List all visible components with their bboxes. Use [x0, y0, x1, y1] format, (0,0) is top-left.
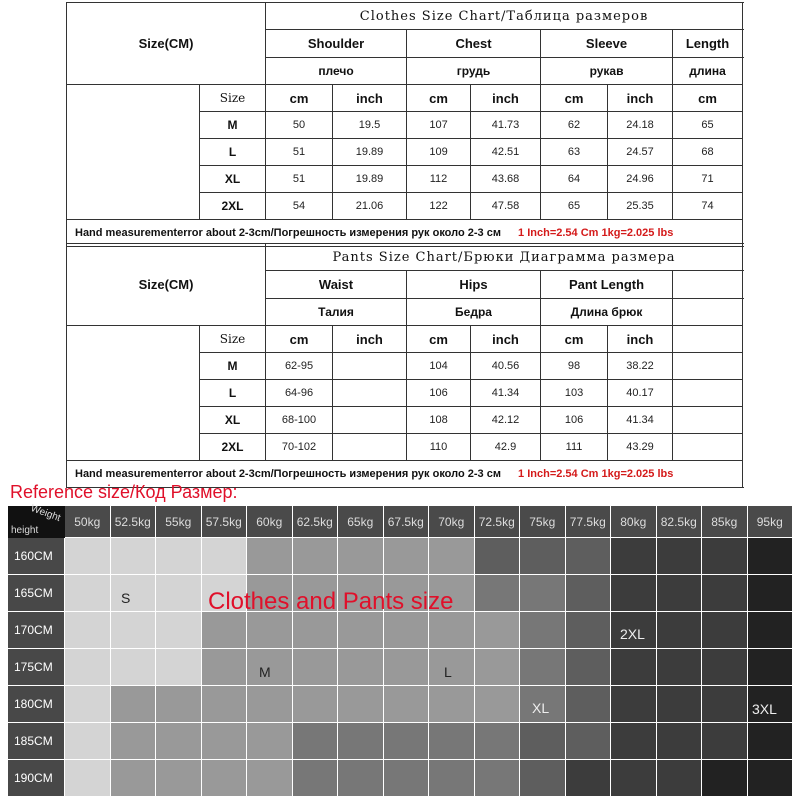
clothes-pants-size-overlay: Clothes and Pants size — [208, 588, 454, 615]
reference-grid-cell — [566, 686, 611, 722]
reference-grid-cell — [475, 686, 520, 722]
pants-chart-title: Pants Size Chart/Брюки Диаграмма размера — [266, 244, 743, 271]
value-cell: 98 — [541, 353, 608, 380]
reference-grid-cell — [566, 760, 611, 796]
col-sleeve-ru: рукав — [541, 58, 673, 85]
reference-grid-cell — [247, 760, 292, 796]
reference-grid-cell — [384, 649, 429, 685]
size-cell: 2XL — [200, 193, 266, 220]
reference-grid-cell — [748, 612, 793, 648]
col-pant-length-ru: Длина брюк — [541, 299, 673, 326]
value-cell: 25.35 — [608, 193, 673, 220]
unit-inch: inch — [608, 326, 673, 353]
reference-grid-cell — [702, 760, 747, 796]
value-cell: 24.57 — [608, 139, 673, 166]
value-cell: 68-100 — [266, 407, 333, 434]
unit-inch: inch — [608, 85, 673, 112]
value-cell: 62-95 — [266, 353, 333, 380]
unit-cm: cm — [541, 85, 608, 112]
reference-grid-cell — [429, 538, 474, 574]
size-cell: XL — [200, 407, 266, 434]
reference-grid-cell — [111, 723, 156, 759]
measure-note: Hand measurementerror about 2-3cm/Погрешность измерения рук около 2-3 см — [75, 468, 501, 480]
size-label-m: M — [259, 664, 271, 680]
reference-grid-cell — [338, 538, 383, 574]
unit-inch: inch — [471, 85, 541, 112]
reference-grid-cell — [293, 686, 338, 722]
size-cell: XL — [200, 166, 266, 193]
reference-grid-cell — [475, 760, 520, 796]
reference-grid-cell — [65, 760, 110, 796]
value-cell: 63 — [541, 139, 608, 166]
reference-size-grid — [8, 503, 793, 798]
reference-grid-cell — [65, 538, 110, 574]
weight-header: 85kg — [702, 506, 747, 537]
value-cell: 24.18 — [608, 112, 673, 139]
value-cell: 41.73 — [471, 112, 541, 139]
empty-cell — [673, 326, 743, 353]
reference-grid-cell — [293, 538, 338, 574]
reference-grid-cell — [429, 686, 474, 722]
value-cell: 122 — [407, 193, 471, 220]
col-sleeve: Sleeve — [541, 30, 673, 58]
col-shoulder-ru: плечо — [266, 58, 407, 85]
reference-grid-cell — [156, 723, 201, 759]
empty-header-cell — [673, 299, 743, 326]
value-cell: 111 — [541, 434, 608, 461]
reference-grid-cell — [657, 612, 702, 648]
reference-grid-cell — [566, 612, 611, 648]
col-length: Length — [673, 30, 743, 58]
value-cell — [333, 353, 407, 380]
reference-grid-cell — [202, 538, 247, 574]
unit-inch: inch — [471, 326, 541, 353]
value-cell: 104 — [407, 353, 471, 380]
weight-header: 95kg — [748, 506, 793, 537]
conversion-note: 1 Inch=2.54 Cm 1kg=2.025 lbs — [518, 468, 674, 480]
value-cell: 109 — [407, 139, 471, 166]
reference-grid-cell — [611, 538, 656, 574]
measure-note: Hand measurementerror about 2-3cm/Погрешность измерения рук около 2-3 см — [75, 227, 501, 239]
reference-grid-cell — [657, 649, 702, 685]
reference-grid-cell — [111, 575, 156, 611]
weight-header: 82.5kg — [657, 506, 702, 537]
reference-grid-cell — [657, 575, 702, 611]
unit-inch: inch — [333, 85, 407, 112]
weight-header: 60kg — [247, 506, 292, 537]
reference-grid-cell — [65, 686, 110, 722]
reference-grid-cell — [338, 686, 383, 722]
value-cell: 50 — [266, 112, 333, 139]
reference-grid-cell — [429, 723, 474, 759]
value-cell: 24.96 — [608, 166, 673, 193]
value-cell: 62 — [541, 112, 608, 139]
reference-grid-cell — [293, 760, 338, 796]
height-header: 175CM — [8, 649, 64, 685]
reference-grid-cell — [475, 723, 520, 759]
reference-grid-cell — [247, 538, 292, 574]
height-header: 170CM — [8, 612, 64, 648]
value-cell: 65 — [541, 193, 608, 220]
unit-cm: cm — [673, 85, 743, 112]
reference-grid-cell — [384, 760, 429, 796]
unit-cm: cm — [266, 85, 333, 112]
reference-grid-cell — [111, 538, 156, 574]
reference-grid-cell — [202, 760, 247, 796]
reference-grid-cell — [156, 575, 201, 611]
value-cell: 106 — [407, 380, 471, 407]
reference-grid-cell — [520, 575, 565, 611]
reference-grid-cell — [611, 760, 656, 796]
value-cell: 65 — [673, 112, 743, 139]
empty-header-cell — [673, 271, 743, 299]
reference-grid-cell — [611, 686, 656, 722]
reference-grid-cell — [566, 575, 611, 611]
unit-cm: cm — [407, 85, 471, 112]
value-cell: 110 — [407, 434, 471, 461]
reference-grid-cell — [702, 538, 747, 574]
reference-grid-cell — [111, 760, 156, 796]
size-cell: L — [200, 380, 266, 407]
unit-cm: cm — [266, 326, 333, 353]
clothes-chart-title: Clothes Size Chart/Таблица размеров — [266, 3, 743, 30]
value-cell: 107 — [407, 112, 471, 139]
height-header: 160CM — [8, 538, 64, 574]
reference-grid-cell — [611, 649, 656, 685]
weight-header: 50kg — [65, 506, 110, 537]
value-cell — [333, 434, 407, 461]
value-cell: 42.12 — [471, 407, 541, 434]
weight-header: 57.5kg — [202, 506, 247, 537]
reference-grid-cell — [748, 575, 793, 611]
col-chest-ru: грудь — [407, 58, 541, 85]
weight-height-corner — [8, 503, 65, 538]
value-cell: 64 — [541, 166, 608, 193]
size-cell: L — [200, 139, 266, 166]
value-cell: 47.58 — [471, 193, 541, 220]
unit-cm: cm — [541, 326, 608, 353]
reference-grid-cell — [156, 760, 201, 796]
col-chest: Chest — [407, 30, 541, 58]
value-cell: 74 — [673, 193, 743, 220]
height-header: 180CM — [8, 686, 64, 722]
reference-grid-cell — [293, 612, 338, 648]
reference-grid-cell — [475, 649, 520, 685]
reference-grid-cell — [293, 649, 338, 685]
reference-grid-cell — [520, 760, 565, 796]
reference-grid-cell — [247, 723, 292, 759]
reference-grid-cell — [156, 686, 201, 722]
value-cell: 51 — [266, 166, 333, 193]
size-header: Size — [200, 85, 266, 112]
reference-grid-cell — [384, 538, 429, 574]
reference-grid-cell — [156, 649, 201, 685]
corner-height-label: height — [11, 525, 39, 536]
empty-cell — [673, 380, 743, 407]
reference-grid-cell — [702, 723, 747, 759]
value-cell: 41.34 — [608, 407, 673, 434]
value-cell: 112 — [407, 166, 471, 193]
reference-grid-cell — [566, 723, 611, 759]
value-cell: 42.51 — [471, 139, 541, 166]
col-hips-ru: Бедра — [407, 299, 541, 326]
empty-cell — [673, 407, 743, 434]
value-cell: 21.06 — [333, 193, 407, 220]
size-header: Size — [200, 326, 266, 353]
reference-grid-cell — [338, 612, 383, 648]
weight-header: 75kg — [520, 506, 565, 537]
value-cell: 54 — [266, 193, 333, 220]
size-cell: 2XL — [200, 434, 266, 461]
reference-grid-cell — [611, 723, 656, 759]
value-cell: 19.89 — [333, 139, 407, 166]
pants-size-table — [66, 243, 743, 488]
value-cell: 43.68 — [471, 166, 541, 193]
reference-grid-cell — [156, 612, 201, 648]
reference-grid-cell — [702, 612, 747, 648]
value-cell: 42.9 — [471, 434, 541, 461]
reference-grid-cell — [748, 649, 793, 685]
reference-grid-cell — [156, 538, 201, 574]
unit-inch: inch — [333, 326, 407, 353]
reference-size-title: Reference size/Код Размер: — [10, 482, 238, 502]
weight-header: 70kg — [429, 506, 474, 537]
value-cell: 19.5 — [333, 112, 407, 139]
reference-grid-cell — [748, 723, 793, 759]
reference-grid-cell — [475, 612, 520, 648]
reference-grid-cell — [566, 649, 611, 685]
reference-grid-cell — [520, 612, 565, 648]
size-cell: M — [200, 112, 266, 139]
reference-grid-cell — [384, 612, 429, 648]
reference-grid-cell — [338, 723, 383, 759]
reference-grid-cell — [702, 649, 747, 685]
value-cell: 64-96 — [266, 380, 333, 407]
value-cell: 68 — [673, 139, 743, 166]
value-cell — [333, 380, 407, 407]
value-cell: 40.56 — [471, 353, 541, 380]
reference-grid-cell — [202, 686, 247, 722]
reference-grid-cell — [111, 686, 156, 722]
weight-header: 55kg — [156, 506, 201, 537]
reference-grid-cell — [65, 612, 110, 648]
reference-grid-cell — [475, 575, 520, 611]
size-cell: M — [200, 353, 266, 380]
reference-grid-cell — [384, 686, 429, 722]
reference-grid-cell — [657, 686, 702, 722]
reference-grid-cell — [657, 538, 702, 574]
pants-size-label: Size(CM) — [67, 244, 266, 326]
reference-grid-cell — [247, 686, 292, 722]
value-cell: 51 — [266, 139, 333, 166]
corner-weight-label: Weight — [29, 503, 62, 524]
reference-grid-cell — [65, 649, 110, 685]
reference-grid-cell — [202, 649, 247, 685]
reference-grid-cell — [202, 723, 247, 759]
reference-grid-cell — [657, 760, 702, 796]
reference-grid-cell — [384, 723, 429, 759]
reference-grid-cell — [748, 538, 793, 574]
reference-grid-cell — [111, 612, 156, 648]
reference-grid-cell — [293, 723, 338, 759]
size-label-s: S — [121, 590, 131, 606]
reference-grid-cell — [520, 538, 565, 574]
weight-header: 52.5kg — [111, 506, 156, 537]
empty-cell — [673, 434, 743, 461]
unit-cm: cm — [407, 326, 471, 353]
reference-grid-cell — [611, 575, 656, 611]
size-label-2xl: 2XL — [620, 626, 645, 642]
reference-grid-cell — [338, 760, 383, 796]
blank-cell — [67, 85, 200, 220]
reference-grid-cell — [520, 723, 565, 759]
value-cell: 41.34 — [471, 380, 541, 407]
size-label-xl: XL — [532, 700, 550, 716]
value-cell: 106 — [541, 407, 608, 434]
value-cell: 70-102 — [266, 434, 333, 461]
col-length-ru: длина — [673, 58, 743, 85]
reference-grid-cell — [202, 612, 247, 648]
reference-grid-cell — [65, 723, 110, 759]
weight-header: 77.5kg — [566, 506, 611, 537]
value-cell: 43.29 — [608, 434, 673, 461]
col-hips: Hips — [407, 271, 541, 299]
weight-header: 62.5kg — [293, 506, 338, 537]
reference-grid-cell — [429, 612, 474, 648]
clothes-size-table — [66, 2, 743, 247]
value-cell: 108 — [407, 407, 471, 434]
weight-header: 72.5kg — [475, 506, 520, 537]
value-cell: 40.17 — [608, 380, 673, 407]
weight-header: 67.5kg — [384, 506, 429, 537]
weight-header: 65kg — [338, 506, 383, 537]
reference-grid-cell — [65, 575, 110, 611]
conversion-note: 1 Inch=2.54 Cm 1kg=2.025 lbs — [518, 227, 674, 239]
col-waist-ru: Талия — [266, 299, 407, 326]
reference-grid-cell — [429, 760, 474, 796]
height-header: 185CM — [8, 723, 64, 759]
height-header: 190CM — [8, 760, 64, 796]
blank-cell — [67, 326, 200, 461]
reference-grid-cell — [247, 612, 292, 648]
size-label-3xl: 3XL — [752, 701, 777, 717]
value-cell: 19.89 — [333, 166, 407, 193]
reference-grid-cell — [520, 649, 565, 685]
value-cell — [333, 407, 407, 434]
reference-grid-cell — [748, 760, 793, 796]
reference-grid-cell — [702, 575, 747, 611]
value-cell: 71 — [673, 166, 743, 193]
height-header: 165CM — [8, 575, 64, 611]
clothes-size-label: Size(CM) — [67, 3, 266, 85]
weight-header: 80kg — [611, 506, 656, 537]
value-cell: 38.22 — [608, 353, 673, 380]
col-shoulder: Shoulder — [266, 30, 407, 58]
reference-grid-cell — [111, 649, 156, 685]
reference-grid-cell — [475, 538, 520, 574]
empty-cell — [673, 353, 743, 380]
col-waist: Waist — [266, 271, 407, 299]
reference-grid-cell — [702, 686, 747, 722]
value-cell: 103 — [541, 380, 608, 407]
col-pant-length: Pant Length — [541, 271, 673, 299]
reference-grid-cell — [566, 538, 611, 574]
size-label-l: L — [444, 664, 452, 680]
reference-grid-cell — [338, 649, 383, 685]
reference-grid-cell — [657, 723, 702, 759]
